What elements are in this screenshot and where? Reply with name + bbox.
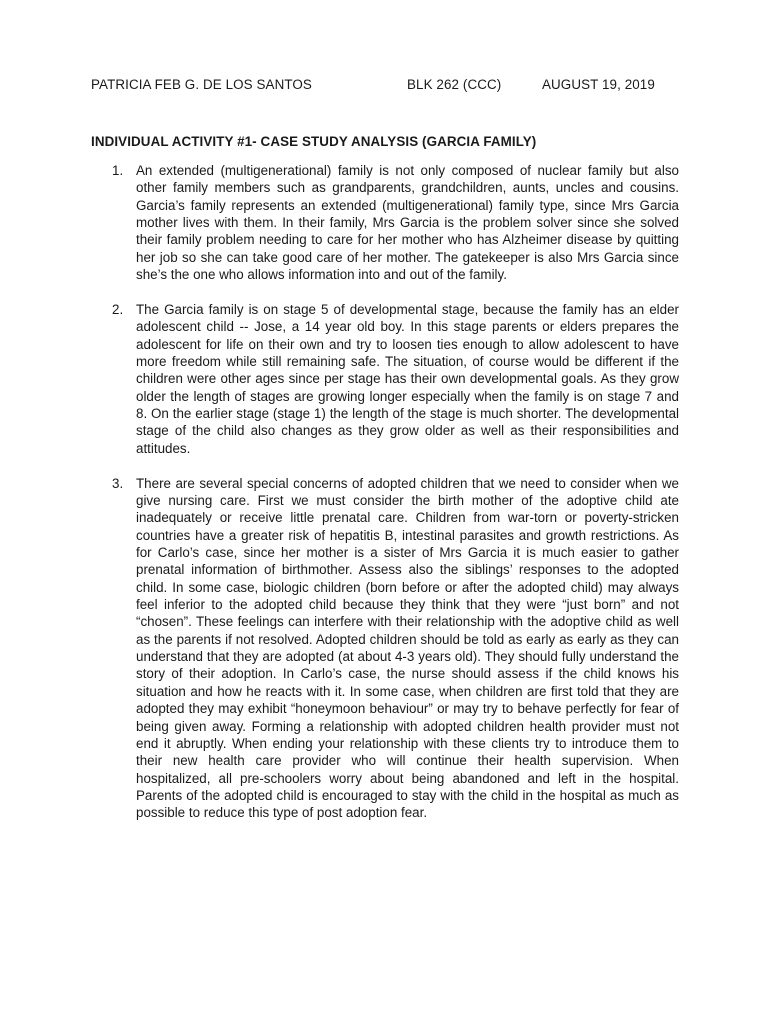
list-item-3: [91, 475, 679, 822]
numbered-list: [91, 162, 679, 839]
list-item-number: 3.: [112, 475, 124, 491]
document-date: AUGUST 19, 2019: [542, 77, 655, 92]
list-item-number: 1.: [112, 163, 124, 178]
document-header: [91, 77, 691, 97]
list-item-1: [91, 162, 679, 283]
list-item-text: The Garcia family is on stage 5 of developmental stage, because the family has an elder adolescent child -- Jose, a 14 year old boy. In this stage parents or elders prepares the adolescent for life on their own and try to loosen ties enough to allow adolescent to have more freedom while still remaining safe. The situation, of course would be different if the children were other ages since per stage has their own developmental goals. As they grow older the length of stages are growing longer especially when the family is on stage 7 and 8. On the earlier stage (stage 1) the length of the stage is much shorter. The developmental stage of the child also changes as they grow older as well as their responsibilities and attitudes.: [136, 302, 679, 456]
list-item-number: 2.: [112, 302, 124, 317]
list-item-2: [91, 301, 679, 457]
list-item-text: There are several special concerns of adopted children that we need to consider when we give nursing care. First we must consider the birth mother of the adoptive child ate inadequately or receive little prenatal care. Children from war-torn or poverty-stricken countries have a greater risk of hepatitis B, intestinal parasites and growth restrictions. As for Carlo’s case, since her mother is a sister of Mrs Garcia it is much easier to gather prenatal information of birthmother. Assess also the siblings’ responses to the adopted child. In some case, biologic children (born before or after the adopted child) may always feel inferior to the adopted child because they think that they were “just born” and not “chosen”. These feelings can interfere with their relationship with the adoptive child as well as the parents if not resolved. Adopted children should be told as early as early as they can understand that they are adopted (at about 4-3 years old). They should fully understand the story of their adoption. In Carlo’s case, the nurse should assess if the child knows his situation and how he reacts with it. In some case, when children are first told that they are adopted they may exhibit “honeymoon behaviour” or may try to behave perfectly for fear of being given away. Forming a relationship with adopted children health provider must not end it abruptly. When ending your relationship with these clients try to introduce them to their new health care provider who will continue their health supervision. When hospitalized, all pre-schoolers worry about being abandoned and left in the hospital. Parents of the adopted child is encouraged to stay with the child in the hospital as much as possible to reduce this type of post adoption fear.: [136, 475, 679, 821]
author-name: PATRICIA FEB G. DE LOS SANTOS: [91, 77, 312, 92]
list-item-text: An extended (multigenerational) family is not only composed of nuclear family but also other family members such as grandparents, grandchildren, aunts, uncles and cousins. Garcia’s family represents an extended (multigenerational) family type, since Mrs Garcia mother lives with them. In their family, Mrs Garcia is the problem solver since she solved their family problem needing to care for her mother who has Alzheimer disease by quitting her job so she can take good care of her mother. The gatekeeper is also Mrs Garcia since she’s the one who allows information into and out of the family.: [136, 163, 679, 283]
document-title: INDIVIDUAL ACTIVITY #1- CASE STUDY ANALYSIS (GARCIA FAMILY): [91, 134, 537, 149]
block-section: BLK 262 (CCC): [407, 77, 502, 92]
